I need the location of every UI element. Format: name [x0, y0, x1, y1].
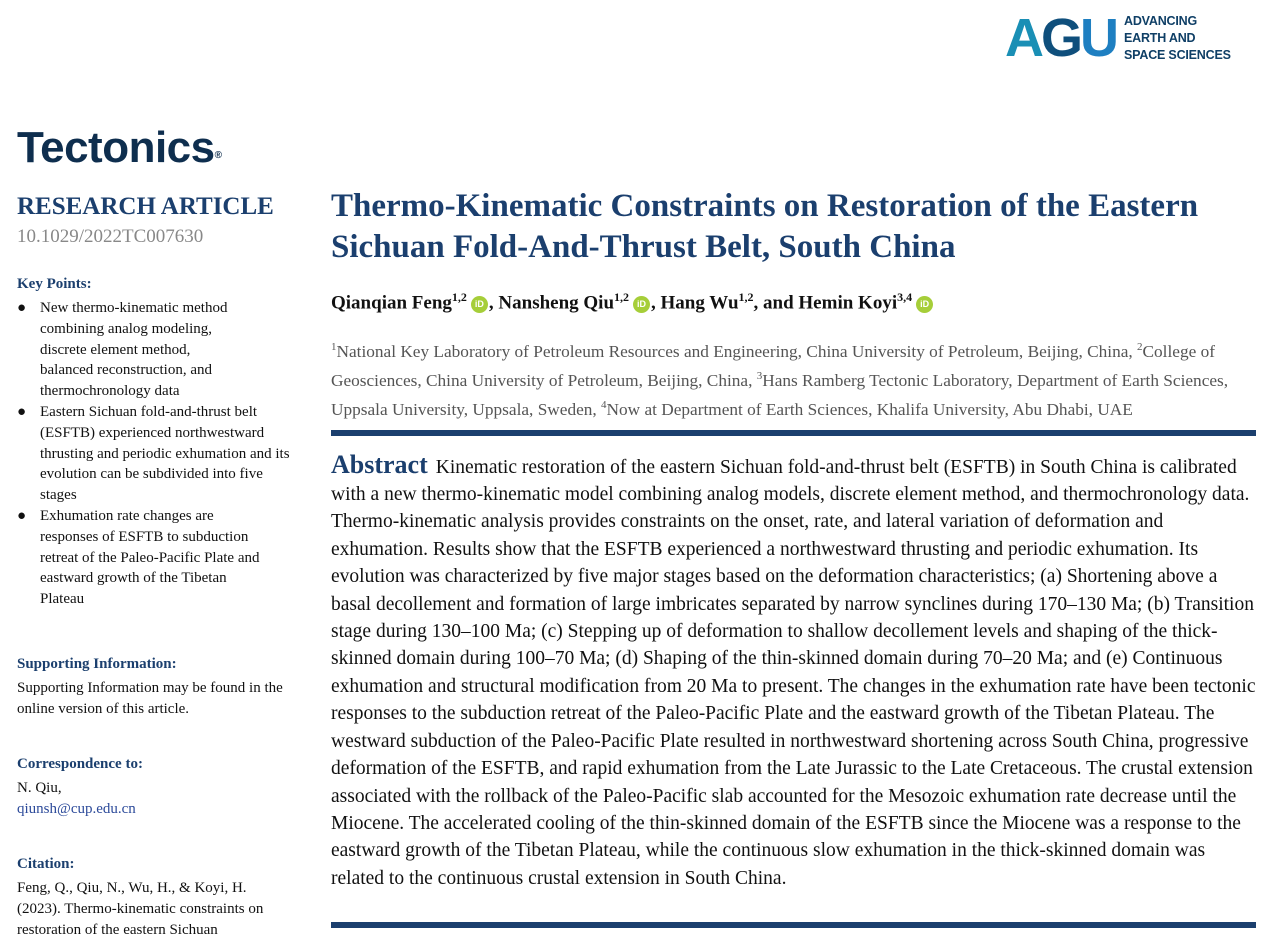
- abstract-text: Kinematic restoration of the eastern Sichuan fold-and-thrust belt (ESFTB) in South China is calibrated with a new thermo-kinematic model combining analog models, discrete element method, and thermochronology data. Thermo-kinematic analysis provides constraints on the onset, rate, and lateral variation of deformation and exhumation. Results show that the ESFTB experienced a northwestward thrusting and periodic exhumation. Its evolution was characterized by five major stages based on the deformation characteristics; (a) Shortening above a basal decollement and formation of large imbricates separated by narrow synclines during 170–130 Ma; (b) Transition stage during 130–100 Ma; (c) Stepping up of deformation to shallow decollement levels and shaping of the thick-skinned domain during 100–70 Ma; (d) Shaping of the thin-skinned domain during 70–20 Ma; and (e) Continuous exhumation and structural modification from 20 Ma to present. The changes in the exhumation rate have been tectonic responses to the subduction retreat of the Paleo-Pacific Plate and the eastward growth of the Tibetan Plateau. The westward subduction of the Paleo-Pacific Plate resulted in northwestward shortening across South China, progressive deformation of the ESFTB, and rapid exhumation from the Late Jurassic to the Late Cretaceous. The crustal extension associated with the rollback of the Paleo-Pacific slab accounted for the Mesozoic exhumation rate decrease until the Miocene. The accelerated cooling of the thin-skinned domain of the ESFTB since the Miocene was a response to the eastward growth of the Tibetan Plateau, while the continuous slow exhumation in the thick-skinned domain was related to the continuous crustal extension in South China.: [331, 456, 1256, 889]
- agu-tagline-line: EARTH AND: [1124, 30, 1196, 45]
- author-list: [331, 284, 1256, 316]
- key-points-heading: Key Points:: [17, 276, 92, 292]
- supporting-info-heading: Supporting Information:: [17, 655, 177, 672]
- author-affil-sup: 1,2: [614, 290, 630, 304]
- journal-name-text: Tectonics: [17, 123, 215, 172]
- abstract: [331, 451, 1256, 893]
- citation-heading: Citation:: [17, 855, 75, 872]
- author-name: Nansheng Qiu: [498, 292, 615, 314]
- key-point: [17, 506, 270, 610]
- divider: [331, 922, 1256, 928]
- supporting-info-text: Supporting Information may be found in the online version of this article.: [17, 679, 283, 717]
- author-separator: ,: [488, 292, 499, 314]
- correspondence-email[interactable]: qiunsh@cup.edu.cn: [17, 800, 136, 817]
- article-title: Thermo-Kinematic Constraints on Restoration of the Eastern Sichuan Fold-And-Thrust Belt, South China: [331, 188, 1199, 265]
- author-name: Hang Wu: [660, 292, 739, 314]
- author-separator: ,: [651, 292, 661, 314]
- author-name: Qianqian Feng: [331, 292, 452, 314]
- affil-sup: 3: [756, 370, 763, 383]
- bullet-icon: ●: [17, 507, 27, 524]
- correspondence-heading: Correspondence to:: [17, 755, 143, 772]
- agu-logo-mark: AGU: [1005, 8, 1117, 68]
- agu-tagline-line: ADVANCING: [1124, 13, 1197, 28]
- author-affil-sup: 3,4: [897, 290, 913, 304]
- orcid-icon[interactable]: iD: [471, 296, 488, 313]
- abstract-heading: Abstract: [331, 449, 428, 479]
- agu-tagline-line: SPACE SCIENCES: [1124, 47, 1231, 62]
- bullet-icon: ●: [17, 403, 27, 420]
- affil-sup: 1: [331, 341, 337, 354]
- author-name: Hemin Koyi: [798, 292, 898, 314]
- article-type: RESEARCH ARTICLE: [17, 193, 274, 220]
- affil-text: College of Geosciences, China University of Petroleum, Beijing, China,: [331, 342, 1215, 390]
- key-point: [17, 298, 245, 402]
- correspondence-name: N. Qiu,: [17, 779, 62, 796]
- bullet-icon: ●: [17, 300, 27, 316]
- orcid-icon[interactable]: iD: [633, 296, 650, 313]
- author-affil-sup: 1,2: [451, 290, 467, 304]
- key-point-text: New thermo-kinematic method combining analog modeling, discrete element method, balanced reconstruction, and thermochronology data: [40, 300, 228, 400]
- affiliations: [331, 335, 1256, 421]
- main-content: [331, 186, 1256, 892]
- key-point-text: Eastern Sichuan fold-and-thrust belt (ESFTB) experienced northwestward thrusting and periodic exhumation and its evolution can be subdivided into five stages: [40, 403, 290, 504]
- author-affil-sup: 1,2: [738, 290, 754, 304]
- doi[interactable]: 10.1029/2022TC007630: [17, 226, 204, 247]
- key-points-list: [17, 298, 297, 610]
- affil-sup: 4: [601, 398, 607, 411]
- affil-text: Hans Ramberg Tectonic Laboratory, Department of Earth Sciences, Uppsala University, Uppsala, Sweden,: [331, 370, 1229, 419]
- agu-tagline: [1124, 13, 1231, 64]
- affil-text: National Key Laboratory of Petroleum Resources and Engineering, China University of Petroleum, Beijing, China,: [336, 342, 1138, 362]
- agu-logo: [1005, 8, 1231, 68]
- key-point: [17, 402, 292, 506]
- divider: [331, 430, 1256, 436]
- registered-mark: ®: [214, 150, 222, 161]
- citation-text: Feng, Q., Qiu, N., Wu, H., & Koyi, H. (2023). Thermo-kinematic constraints on restoration of the eastern Sichuan: [17, 879, 264, 938]
- author-separator: , and: [753, 292, 799, 314]
- key-point-text: Exhumation rate changes are responses of ESFTB to subduction retreat of the Paleo-Pacific Plate and eastward growth of the Tibetan Plateau: [40, 507, 260, 608]
- affil-sup: 2: [1137, 341, 1143, 354]
- affil-text: Now at Department of Earth Sciences, Khalifa University, Abu Dhabi, UAE: [606, 399, 1133, 419]
- orcid-icon[interactable]: iD: [916, 296, 933, 313]
- sidebar: [17, 192, 297, 941]
- journal-name: [17, 122, 222, 174]
